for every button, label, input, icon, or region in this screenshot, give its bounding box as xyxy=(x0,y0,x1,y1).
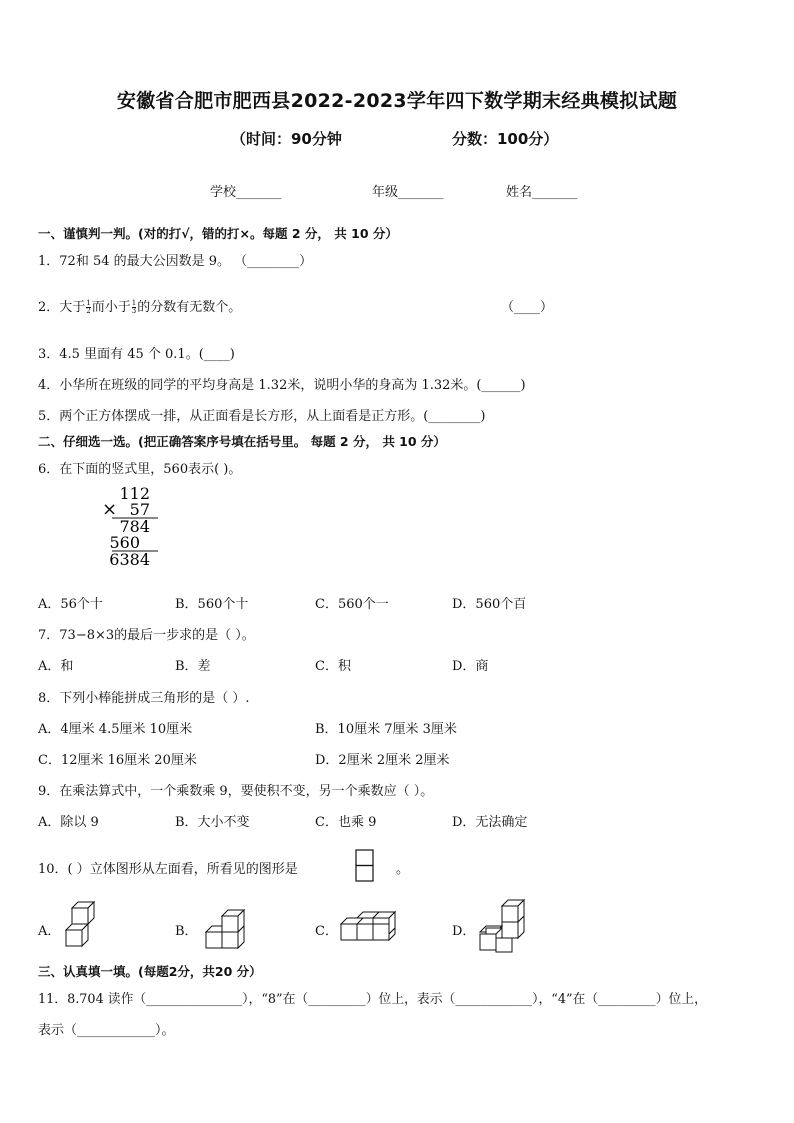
q10-option-a-cubes-icon[interactable] xyxy=(62,900,98,952)
question-11-line-2: 表示（____________）。 xyxy=(38,1023,175,1038)
school-field[interactable]: 学校_______ xyxy=(210,185,282,200)
exam-score: 分数：100分） xyxy=(452,130,559,148)
q8-option-b[interactable]: B．10厘米 7厘米 3厘米 xyxy=(315,722,457,737)
multiply-sign: × xyxy=(102,499,118,520)
question-2-prefix: 2．大于 xyxy=(38,300,86,315)
question-2-blank[interactable]: （____） xyxy=(501,300,554,315)
question-9: 9．在乘法算式中，一个乘数乘 9，要使积不变，另一个乘数应（ ）。 xyxy=(38,784,434,799)
q7-option-a[interactable]: A．和 xyxy=(38,659,74,674)
question-2 xyxy=(38,296,241,315)
q9-option-b[interactable]: B．大小不变 xyxy=(175,815,250,830)
question-6: 6．在下面的竖式里，560表示( )。 xyxy=(38,462,242,477)
q10-option-c-cubes-icon[interactable] xyxy=(337,910,399,944)
q9-option-c[interactable]: C．也乘 9 xyxy=(315,815,377,830)
question-1: 1．72和 54 的最大公因数是 9。 （________） xyxy=(38,254,313,269)
question-7: 7．73−8×3的最后一步求的是（ ）。 xyxy=(38,628,255,643)
q7-option-d[interactable]: D．商 xyxy=(452,659,489,674)
q8-option-d[interactable]: D．2厘米 2厘米 2厘米 xyxy=(315,753,450,768)
q9-option-d[interactable]: D．无法确定 xyxy=(452,815,528,830)
q7-option-c[interactable]: C．积 xyxy=(315,659,351,674)
q6-option-b[interactable]: B．560个十 xyxy=(175,597,249,612)
partial-product-1: 784 xyxy=(119,517,150,536)
grade-field[interactable]: 年级_______ xyxy=(372,185,444,200)
question-11-line-1: 11．8.704 读作（_______________），“8”在（_________）位上，表示（____________），“4”在（_________）位上， xyxy=(38,992,707,1007)
product-result: 6384 xyxy=(109,550,150,569)
question-3: 3．4.5 里面有 45 个 0.1。(____) xyxy=(38,347,235,362)
q10-option-a-label[interactable]: A． xyxy=(38,924,61,939)
exam-time: （时间：90分钟 xyxy=(231,130,342,148)
q10-option-d-cubes-icon[interactable] xyxy=(476,898,528,956)
fraction-one-third xyxy=(132,300,136,315)
q10-option-c-label[interactable]: C． xyxy=(315,924,338,939)
q10-option-b-label[interactable]: B． xyxy=(175,924,198,939)
fraction-2-numerator: 1 xyxy=(131,299,137,307)
question-10: 10．( ）立体图形从左面看，所看见的图形是 xyxy=(38,862,298,877)
q6-option-d[interactable]: D．560个百 xyxy=(452,597,527,612)
fraction-one-half xyxy=(86,300,90,315)
name-field[interactable]: 姓名_______ xyxy=(506,185,578,200)
fraction-1-numerator: 1 xyxy=(86,299,91,307)
left-view-figure xyxy=(355,849,375,883)
multiplicand: 112 xyxy=(119,484,150,503)
question-5: 5．两个正方体摆成一排，从正面看是长方形，从上面看是正方形。(________) xyxy=(38,409,486,424)
section-2-heading: 二、仔细选一选。(把正确答案序号填在括号里。 每题 2 分， 共 10 分） xyxy=(38,434,446,449)
q10-option-d-label[interactable]: D． xyxy=(452,924,476,939)
q8-option-a[interactable]: A．4厘米 4.5厘米 10厘米 xyxy=(38,722,193,737)
partial-product-2: 560 xyxy=(109,533,140,552)
q10-option-b-cubes-icon[interactable] xyxy=(202,908,248,950)
multiplier: 57 xyxy=(129,500,150,519)
vertical-multiplication xyxy=(96,483,176,569)
fraction-1-denominator: 2 xyxy=(86,307,91,315)
q9-option-a[interactable]: A．除以 9 xyxy=(38,815,99,830)
question-2-middle: 而小于 xyxy=(91,300,131,315)
section-3-heading: 三、认真填一填。(每题2分，共20 分） xyxy=(38,964,262,979)
q7-option-b[interactable]: B．差 xyxy=(175,659,211,674)
section-1-heading: 一、谨慎判一判。(对的打√，错的打×。每题 2 分， 共 10 分） xyxy=(38,226,398,241)
question-4: 4．小华所在班级的同学的平均身高是 1.32米，说明小华的身高为 1.32米。(______) xyxy=(38,378,526,393)
question-2-suffix: 的分数有无数个。 xyxy=(137,300,242,315)
page-title: 安徽省合肥市肥西县2022-2023学年四下数学期末经典模拟试题 xyxy=(116,90,678,112)
q6-option-c[interactable]: C．560个一 xyxy=(315,597,389,612)
question-10-end: 。 xyxy=(396,862,410,877)
q6-option-a[interactable]: A．56个十 xyxy=(38,597,103,612)
question-8: 8．下列小棒能拼成三角形的是（ ）. xyxy=(38,691,250,706)
fraction-2-denominator: 3 xyxy=(131,307,137,315)
q8-option-c[interactable]: C．12厘米 16厘米 20厘米 xyxy=(38,753,197,768)
